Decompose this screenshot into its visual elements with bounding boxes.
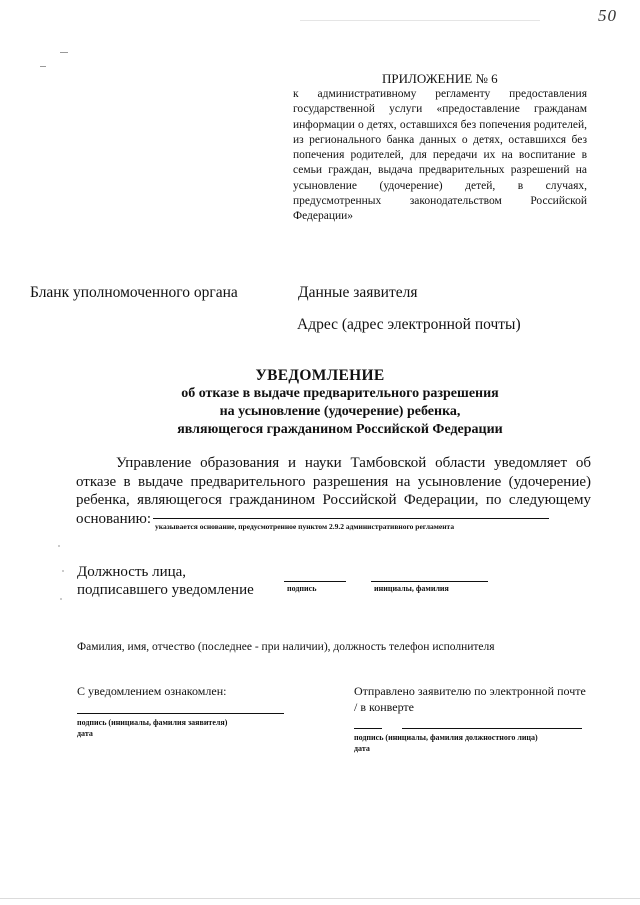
scan-artifact bbox=[300, 20, 540, 21]
appendix-text: к административному регламенту предоставления государственной услуги «предоставление гражданам информации о детях, оставшихся без попечения родителей, из регионального банка данных о детях, оставшихся без попечения родителей, для передачи их на воспитание в семьи граждан, выдача предварительных разрешений на усыновление (удочерение) детей, в случаях, предусмотренных законодательством Российской Федерации» bbox=[293, 88, 587, 223]
notice-title: УВЕДОМЛЕНИЕ bbox=[255, 367, 385, 384]
initials-line[interactable] bbox=[371, 581, 488, 582]
acknowledgement-caption-line: подпись (инициалы, фамилия заявителя) bbox=[77, 718, 228, 727]
basis-input-line[interactable] bbox=[153, 518, 549, 519]
scan-artifact bbox=[40, 66, 46, 67]
acknowledgement-signature-line[interactable] bbox=[77, 713, 284, 714]
signatory-label-line: Должность лица, bbox=[77, 564, 187, 580]
scan-artifact bbox=[60, 52, 68, 53]
signature-caption: подпись bbox=[287, 584, 317, 593]
sent-label bbox=[354, 684, 614, 715]
notice-subtitle-line: являющегося гражданином Российской Федерации bbox=[177, 422, 503, 437]
signatory-label-line: подписавшего уведомление bbox=[77, 582, 254, 598]
signature-line[interactable] bbox=[284, 581, 346, 582]
acknowledgement-label: С уведомлением ознакомлен: bbox=[77, 684, 227, 698]
acknowledgement-caption bbox=[77, 717, 227, 739]
scan-artifact bbox=[60, 598, 62, 600]
scan-artifact bbox=[0, 898, 640, 899]
acknowledgement-caption-line: дата bbox=[77, 729, 93, 738]
signatory-position-label bbox=[77, 563, 254, 599]
applicant-address-label: Адрес (адрес электронной почты) bbox=[297, 316, 521, 333]
appendix-title: ПРИЛОЖЕНИЕ № 6 bbox=[382, 71, 498, 86]
sent-initials-line[interactable] bbox=[402, 728, 582, 729]
executor-info: Фамилия, имя, отчество (последнее - при наличии), должность телефон исполнителя bbox=[77, 641, 495, 653]
applicant-data-label: Данные заявителя bbox=[298, 284, 418, 301]
notice-subtitle-line: об отказе в выдаче предварительного разрешения bbox=[181, 386, 499, 401]
sent-caption-line: дата bbox=[354, 744, 370, 753]
sent-label-line: / в конверте bbox=[354, 699, 414, 714]
notice-body-text: Управление образования и науки Тамбовской области уведомляет об отказе в выдаче предварительного разрешения на усыновление (удочерение) ребенка, являющегося гражданином Российской Федерации, по следующему основанию: bbox=[76, 455, 591, 527]
page-number: 50 bbox=[598, 6, 617, 25]
sent-signature-line[interactable] bbox=[354, 728, 382, 729]
initials-caption: инициалы, фамилия bbox=[374, 584, 449, 593]
sent-caption bbox=[354, 732, 538, 754]
authority-blank-label: Бланк уполномоченного органа bbox=[30, 284, 238, 301]
notice-subtitle-line: на усыновление (удочерение) ребенка, bbox=[219, 404, 461, 419]
sent-caption-line: подпись (инициалы, фамилия должностного лица) bbox=[354, 733, 538, 742]
sent-label-line: Отправлено заявителю по электронной почте bbox=[354, 684, 586, 698]
notice-subtitle bbox=[150, 385, 530, 439]
basis-caption: указывается основание, предусмотренное пунктом 2.9.2 административного регламента bbox=[155, 522, 455, 531]
scan-artifact bbox=[62, 570, 64, 572]
scan-artifact bbox=[58, 545, 60, 547]
